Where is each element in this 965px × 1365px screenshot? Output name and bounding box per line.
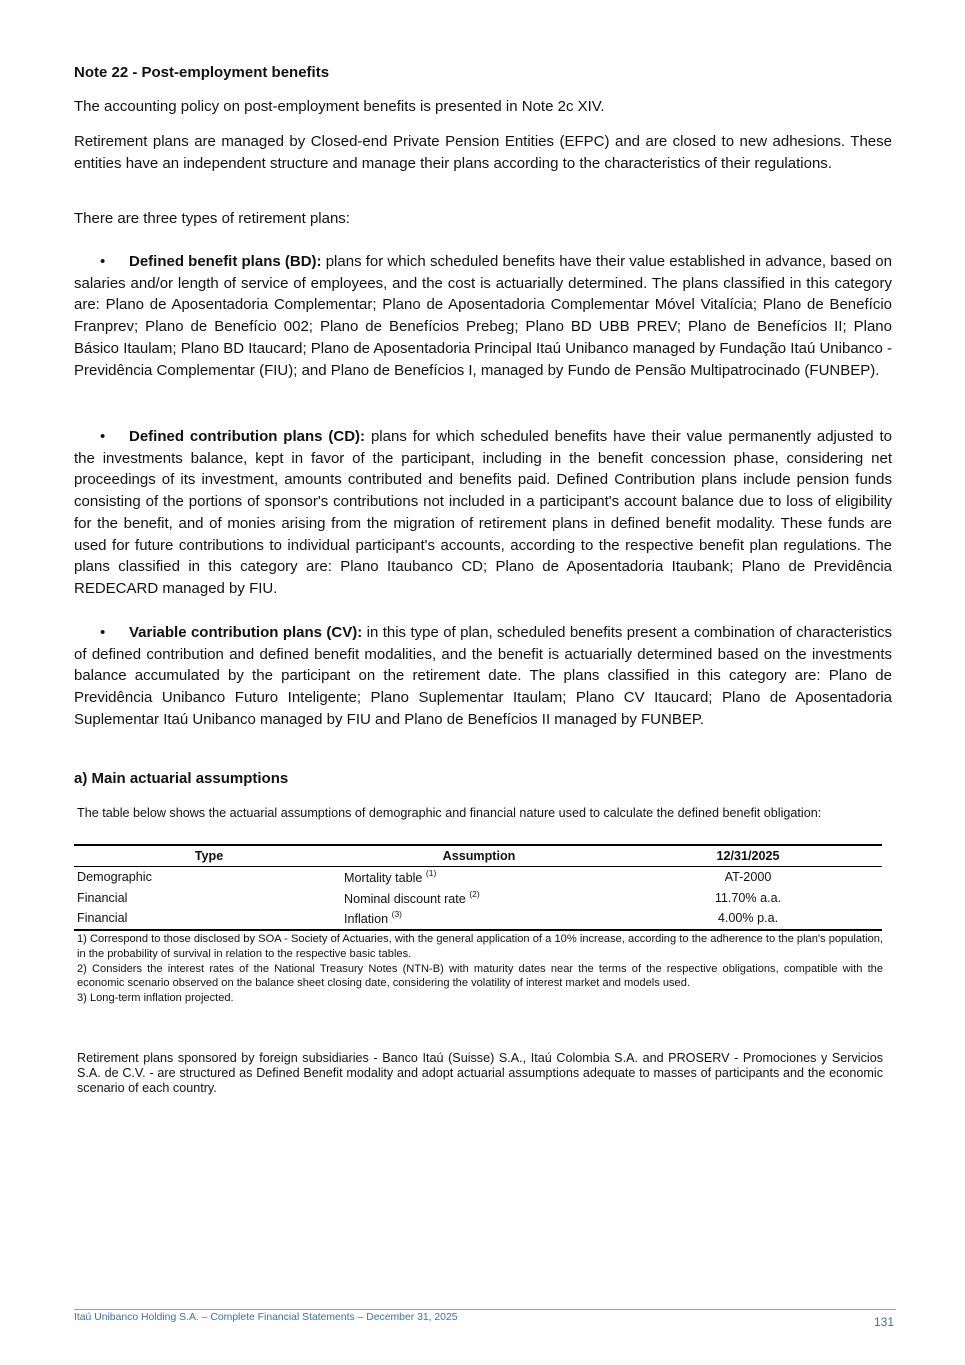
cell-type: Financial bbox=[74, 908, 344, 930]
actuarial-assumptions-table bbox=[74, 844, 882, 931]
assumption-text: Nominal discount rate bbox=[344, 891, 466, 906]
header-type: Type bbox=[74, 845, 344, 867]
cell-type: Financial bbox=[77, 890, 128, 905]
footer-text: Itaú Unibanco Holding S.A. – Complete Financial Statements – December 31, 2025 bbox=[74, 1312, 458, 1323]
bullet-icon: • bbox=[100, 624, 106, 641]
bullet-defined-contribution bbox=[74, 426, 892, 600]
footer-divider bbox=[74, 1309, 896, 1310]
header-assumption: Assumption bbox=[344, 845, 614, 867]
table-row bbox=[74, 867, 882, 888]
cell-value: 4.00% p.a. bbox=[614, 908, 882, 930]
assumption-text: Inflation bbox=[344, 912, 389, 927]
table-footnotes bbox=[77, 932, 883, 1006]
bullet-text: plans for which scheduled benefits have their value established in advance, based on salaries and/or length of service of employees, and the cost is actuarially determined. The plans classified in this category are: Plano de Aposentadoria Complementar; Plano de Aposentadoria Complementar Móvel Vitalícia; Plano de Benefício Franprev; Plano de Benefício 002; Plano de Benefícios Prebeg; Plano BD UBB PREV; Plano de Benefícios II; Plano Básico Itaulam; Plano BD Itaucard; Plano de Aposentadoria Principal Itaú Unibanco managed by Fundação Itaú Unibanco - Previdência Complementar (FIU); and Plano de Benefícios I, managed by Fundo de Pensão Multipatrocinado (FUNBEP). bbox=[74, 253, 893, 379]
footnote-ref: (1) bbox=[425, 868, 437, 879]
table-row bbox=[74, 888, 882, 909]
assumption-text: Mortality table bbox=[344, 871, 423, 886]
cell-assumption bbox=[344, 888, 614, 909]
cell-assumption bbox=[344, 867, 614, 888]
cell-value: 11.70% a.a. bbox=[714, 890, 782, 905]
footnote-2: 2) Considers the interest rates of the National Treasury Notes (NTN-B) with maturity dates near the terms of the respective obligations, compatible with the economic scenario observed on the balance sheet closing date, considering the volatility of interest market and models used. bbox=[77, 962, 883, 990]
footnote-3: 3) Long-term inflation projected. bbox=[77, 992, 234, 1005]
footnote-1: 1) Correspond to those disclosed by SOA - Society of Actuaries, with the general application of a 10% increase, according to the adherence to the plan's population, in the probability of survival in relation to the respective basic tables. bbox=[77, 933, 883, 960]
footnote-ref: (2) bbox=[469, 888, 480, 899]
footnote-ref: (3) bbox=[391, 909, 402, 920]
bullet-label: Defined contribution plans (CD): bbox=[129, 428, 366, 445]
bullet-label: Defined benefit plans (BD): bbox=[129, 253, 322, 270]
bullet-defined-benefit bbox=[74, 251, 892, 381]
header-date: 12/31/2025 bbox=[614, 845, 882, 867]
plan-types-intro: There are three types of retirement plans: bbox=[74, 210, 350, 227]
note-title: Note 22 - Post-employment benefits bbox=[74, 64, 330, 81]
cell-assumption bbox=[344, 908, 614, 930]
bullet-icon: • bbox=[100, 428, 106, 445]
table-header-row bbox=[74, 845, 882, 867]
table-row bbox=[74, 908, 882, 930]
section-a-title: a) Main actuarial assumptions bbox=[74, 770, 289, 787]
bullet-icon: • bbox=[100, 253, 106, 270]
retirement-plans-paragraph: Retirement plans are managed by Closed-end Private Pension Entities (EFPC) and are closed to new adhesions. These entities have an independent structure and manage their plans according to the characteristics of their regulations. bbox=[74, 133, 892, 172]
cell-type: Demographic bbox=[77, 870, 152, 885]
bullet-label: Variable contribution plans (CV): bbox=[129, 624, 363, 641]
foreign-subsidiaries-paragraph: Retirement plans sponsored by foreign subsidiaries - Banco Itaú (Suisse) S.A., Itaú Colombia S.A. and PROSERV - Promociones y Servicios S.A. de C.V. - are structured as Defined Benefit modality and adopt actuarial assumptions adequate to masses of participants and the economic scenario of each country. bbox=[77, 1051, 883, 1096]
cell-value: AT-2000 bbox=[724, 870, 772, 885]
bullet-text: in this type of plan, scheduled benefits present a combination of characteristics of defined contribution and defined benefit modalities, and the benefit is actuarially determined based on the investments balance accumulated by the participant on the retirement date. The plans classified in this category are: Plano de Previdência Unibanco Futuro Inteligente; Plano Suplementar Itaulam; Plano CV Itaucard; Plano de Aposentadoria Suplementar Itaú Unibanco managed by FIU and Plano de Benefícios II managed by FUNBEP. bbox=[74, 624, 892, 728]
policy-paragraph: The accounting policy on post-employment benefits is presented in Note 2c XIV. bbox=[74, 98, 605, 115]
bullet-variable-contribution bbox=[74, 622, 892, 731]
bullet-text: plans for which scheduled benefits have their value permanently adjusted to the investments balance, kept in favor of the participant, including in the benefit concession phase, considering net proceedings of its investment, amounts contributed and benefits paid. Defined Contribution plans include pension funds consisting of the portions of sponsor's contributions not included in a participant's account balance due to loss of eligibility for the benefit, and of monies arising from the migration of retirement plans in defined benefit modality. These funds are used for future contributions to individual participant's accounts, according to the respective benefit plan regulations. The plans classified in this category are: Plano Itaubanco CD; Plano de Aposentadoria Itaubank; Plano de Previdência REDECARD managed by FIU. bbox=[74, 428, 892, 597]
page-number: 131 bbox=[874, 1315, 895, 1329]
table-intro: The table below shows the actuarial assumptions of demographic and financial nature used to calculate the defined benefit obligation: bbox=[77, 806, 822, 820]
